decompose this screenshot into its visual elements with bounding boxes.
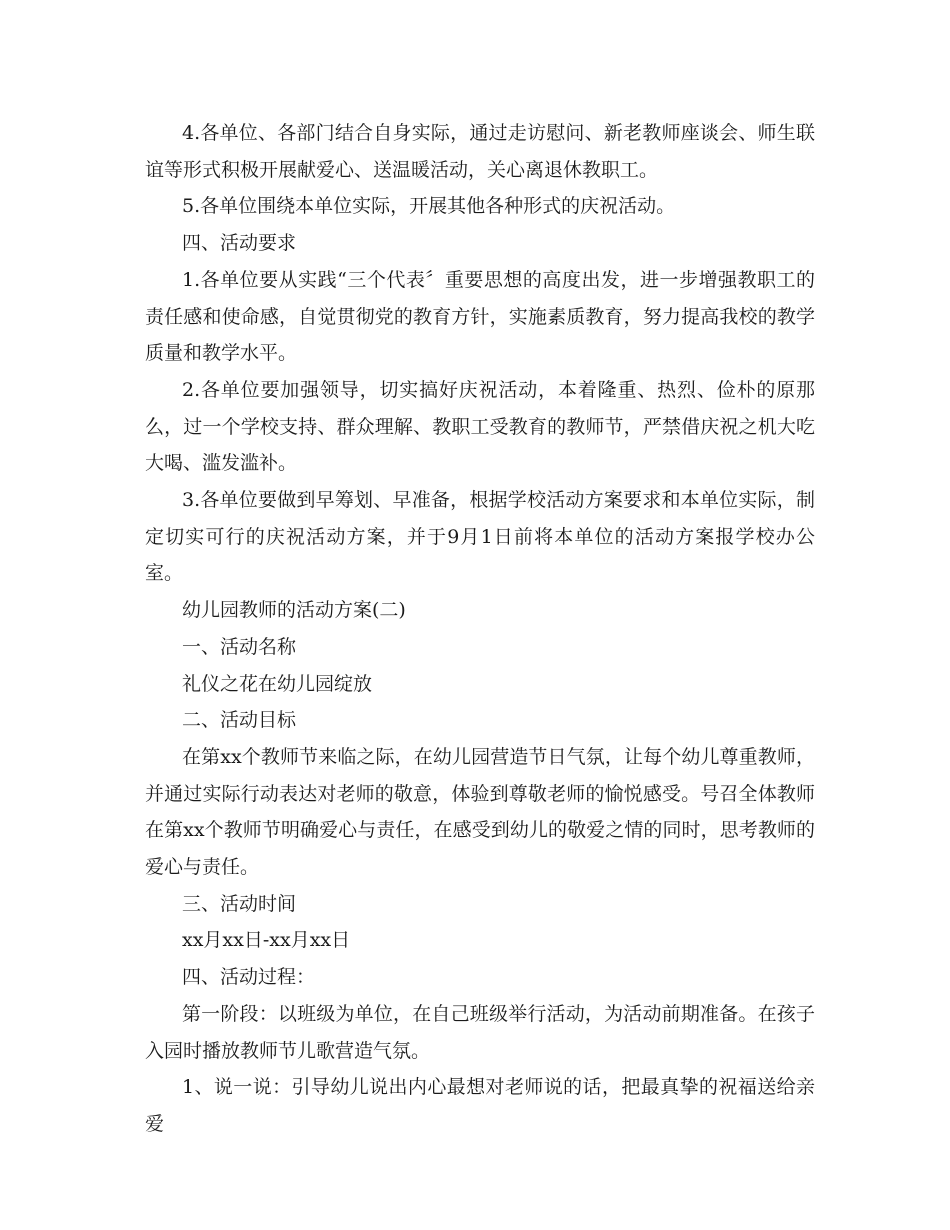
paragraph: 礼仪之花在幼儿园绽放 (182, 672, 373, 695)
paragraph: 第一阶段：以班级为单位，在自己班级举行活动，为活动前期准备。在孩子入园时播放教师节儿歌营造气氛。 (145, 1002, 815, 1062)
section-heading: 四、活动要求 (182, 232, 297, 255)
paragraph: 2.各单位要加强领导，切实搞好庆祝活动，本着隆重、热烈、俭朴的原那么，过一个学校支持、群众理解、教职工受教育的教师节，严禁借庆祝之机大吃大喝、滥发滥补。 (145, 378, 815, 475)
section-heading: 三、活动时间 (182, 892, 297, 915)
document-title: 幼儿园教师的活动方案(二) (182, 599, 406, 622)
section-heading: 四、活动过程： (182, 966, 316, 989)
paragraph: 5.各单位围绕本单位实际，开展其他各种形式的庆祝活动。 (182, 195, 676, 218)
paragraph: 1.各单位要从实践“三个代表〞重要思想的高度出发，进一步增强教职工的责任感和使命感，自觉贯彻党的教育方针，实施素质教育，努力提高我校的教学质量和教学水平。 (145, 268, 815, 365)
paragraph: xx月xx日-xx月xx日 (182, 929, 351, 952)
document-body (145, 115, 815, 1143)
paragraph: 4.各单位、各部门结合自身实际，通过走访慰问、新老教师座谈会、师生联谊等形式积极开展献爱心、送温暖活动，关心离退休教职工。 (145, 122, 815, 181)
paragraph: 3.各单位要做到早筹划、早准备，根据学校活动方案要求和本单位实际，制定切实可行的庆祝活动方案，并于9月1日前将本单位的活动方案报学校办公室。 (145, 489, 815, 585)
section-heading: 二、活动目标 (182, 709, 297, 732)
paragraph: 在第xx个教师节来临之际，在幼儿园营造节日气氛，让每个幼儿尊重教师，并通过实际行动表达对老师的敬意，体验到尊敬老师的愉悦感受。号召全体教师在第xx个教师节明确爱心与责任，在感受到幼儿的敬爱之情的同时，思考教师的爱心与责任。 (145, 745, 815, 879)
paragraph: 1、说一说：引导幼儿说出内心最想对老师说的话，把最真挚的祝福送给亲爱 (145, 1076, 815, 1135)
section-heading: 一、活动名称 (182, 635, 297, 658)
